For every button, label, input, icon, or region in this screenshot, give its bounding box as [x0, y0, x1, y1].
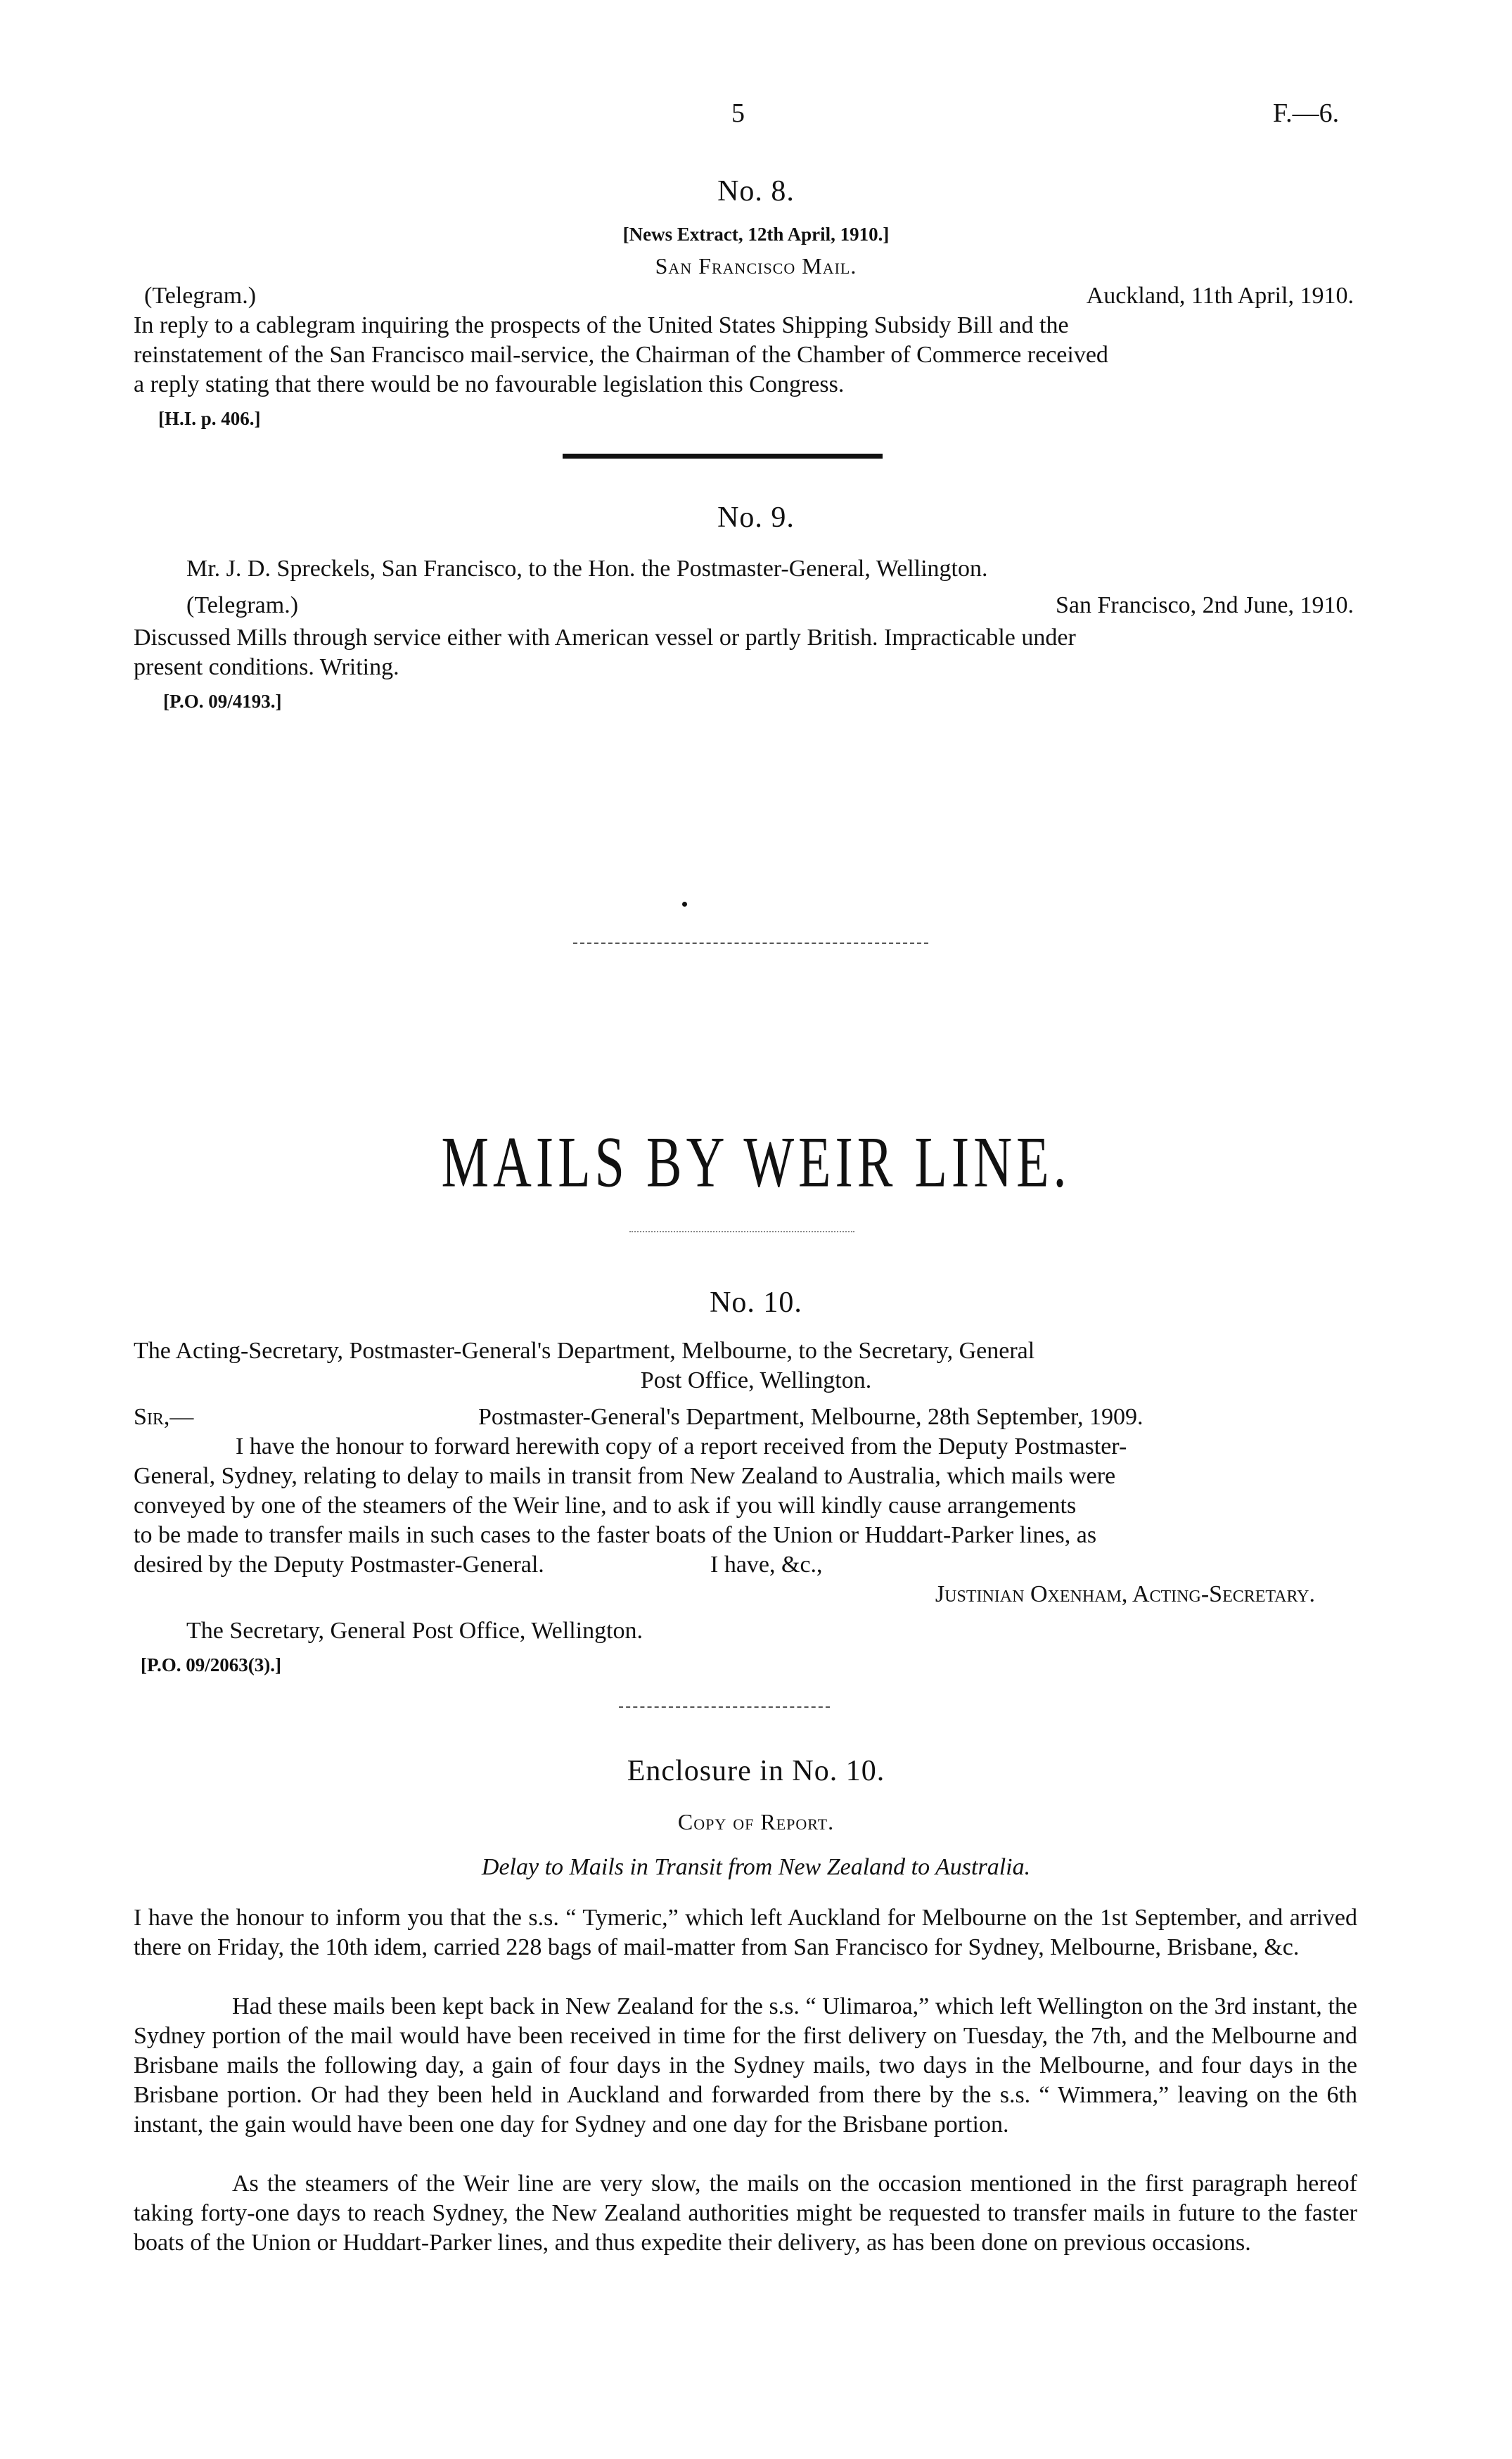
no9-place-date: San Francisco, 2nd June, 1910.: [1055, 592, 1354, 618]
section-divider-thin: [619, 1706, 830, 1708]
no10-salutation: Sir,—: [134, 1404, 194, 1430]
no10-from-line-1: The Acting-Secretary, Postmaster-General's Department, Melbourne, to the Secretary, General: [134, 1338, 1035, 1364]
no8-source: [News Extract, 12th April, 1910.]: [622, 224, 890, 245]
no9-line-1: Discussed Mills through service either with American vessel or partly British. Impracticable under: [134, 625, 1076, 651]
no10-line-2: General, Sydney, relating to delay to mails in transit from New Zealand to Australia, which mails were: [134, 1463, 1116, 1489]
no8-place-date: Auckland, 11th April, 1910.: [1086, 283, 1354, 309]
no8-telegram-label: (Telegram.): [144, 283, 257, 309]
no10-line-4: to be made to transfer mails in such cases to the faster boats of the Union or Huddart-Parker lines, as: [134, 1522, 1097, 1548]
no8-line-3: a reply stating that there would be no favourable legislation this Congress.: [134, 371, 845, 397]
no10-from-line-2: Post Office, Wellington.: [640, 1367, 872, 1393]
no10-line-5: desired by the Deputy Postmaster-General.: [134, 1552, 544, 1578]
title-underline: [629, 1231, 854, 1232]
no8-line-1: In reply to a cablegram inquiring the prospects of the United States Shipping Subsidy Bill and the: [134, 312, 1069, 338]
section-title: MAILS BY WEIR LINE.: [441, 1123, 1071, 1203]
no9-reference: [P.O. 09/4193.]: [163, 691, 282, 712]
no10-line-1: I have the honour to forward herewith copy of a report received from the Deputy Postmaster-: [236, 1433, 1127, 1460]
enclosure-paragraph-3: As the steamers of the Weir line are very slow, the mails on the occasion mentioned in the first paragraph hereof taking forty-one days to reach Sydney, the New Zealand authorities might be requested to transfer mails in future to the faster boats of the Union or Huddart-Parker lines, and thus expedite their delivery, as has been done on previous occasions.: [134, 2171, 1357, 2256]
no10-heading: No. 10.: [710, 1286, 802, 1319]
enclosure-paragraph-2: Had these mails been kept back in New Zealand for the s.s. “ Ulimaroa,” which left Wellington on the 3rd instant, the Sydney portion of the mail would have been received in time for the first delivery on Tuesday, the 7th, and the Melbourne and Brisbane mails the following day, a gain of four days in the Sydney mails, two days in the Melbourne, and four days in the Brisbane portion. Or had they been held in Auckland and forwarded from there by the s.s. “ Wimmera,” leaving on the 6th instant, the gain would have been one day for Sydney and one day for the Brisbane portion.: [134, 1993, 1357, 2138]
no9-telegram-label: (Telegram.): [186, 592, 299, 618]
section-divider-thin: [573, 943, 928, 944]
no10-line-3: conveyed by one of the steamers of the Weir line, and to ask if you will kindly cause arrangements: [134, 1493, 1077, 1519]
no9-line-2: present conditions. Writing.: [134, 654, 399, 680]
no10-reference: [P.O. 09/2063(3).]: [141, 1654, 281, 1675]
no8-line-2: reinstatement of the San Francisco mail-service, the Chairman of the Chamber of Commerce received: [134, 342, 1108, 368]
paper-reference: F.—6.: [1273, 98, 1340, 128]
no8-heading: No. 8.: [717, 175, 795, 207]
enclosure-subheading: Copy of Report.: [677, 1809, 835, 1834]
no10-signature: Justinian Oxenham, Acting-Secretary.: [935, 1581, 1315, 1607]
enclosure-paragraph-1: I have the honour to inform you that the s.s. “ Tymeric,” which left Auckland for Melbourne on the 1st September, and arrived there on Friday, the 10th idem, carried 228 bags of mail-matter from San Francisco for Sydney, Melbourne, Brisbane, &c.: [134, 1905, 1357, 1960]
no8-reference: [H.I. p. 406.]: [158, 408, 261, 429]
no10-addressee: The Secretary, General Post Office, Wellington.: [186, 1618, 643, 1644]
enclosure-heading: Enclosure in No. 10.: [627, 1755, 885, 1787]
no9-heading: No. 9.: [717, 502, 795, 534]
enclosure-title: Delay to Mails in Transit from New Zealand to Australia.: [481, 1854, 1031, 1880]
section-divider: [563, 454, 883, 459]
no8-subject: San Francisco Mail.: [655, 253, 857, 279]
page-number: 5: [731, 98, 745, 128]
ornament-dot: [682, 902, 687, 907]
no9-from-line: Mr. J. D. Spreckels, San Francisco, to the Hon. the Postmaster-General, Wellington.: [186, 556, 988, 582]
no10-closing: I have, &c.,: [710, 1552, 823, 1578]
no10-place-date: Postmaster-General's Department, Melbourne, 28th September, 1909.: [478, 1404, 1143, 1430]
